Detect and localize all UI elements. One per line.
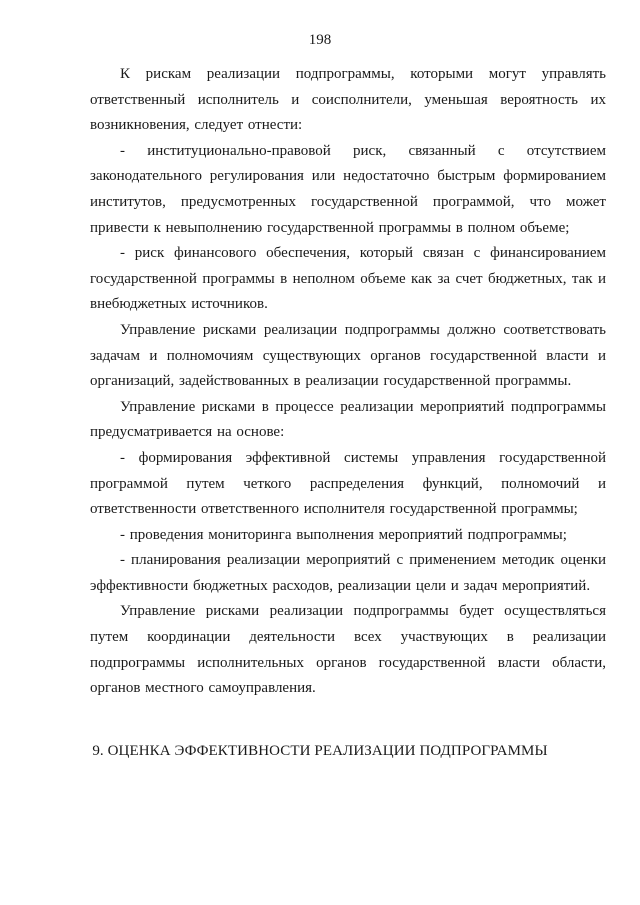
paragraph-institutional-risk: - институционально-правовой риск, связанный с отсутствием законодательного регулирования или недостаточно быстрым формированием институтов, предусмотренных государственной программой, что может привести к невыполнению государственной программы в полном объеме; <box>90 142 606 236</box>
page-body <box>90 62 606 702</box>
paragraph-risk-management-tasks: Управление рисками реализации подпрограммы должно соответствовать задачам и полномочиям существующих органов государственной власти и организаций, задействованных в реализации государственной программы. <box>90 321 606 390</box>
paragraph-planning: - планирования реализации мероприятий с применением методик оценки эффективности бюджетных расходов, реализации цели и задач мероприятий. <box>90 552 606 594</box>
paragraph-risk-management-basis: Управление рисками в процессе реализации мероприятий подпрограммы предусматривается на основе: <box>90 398 606 441</box>
page-number: 198 <box>308 32 332 48</box>
paragraph-management-system: - формирования эффективной системы управления государственной программой путем четкого распределения функций, полномочий и ответственности ответственного исполнителя государственной программы; <box>90 449 606 518</box>
paragraph-risks-intro: К рискам реализации подпрограммы, которыми могут управлять ответственный исполнитель и соисполнители, уменьшая вероятность их возникновения, следует отнести: <box>90 66 606 134</box>
paragraph-monitoring: - проведения мониторинга выполнения мероприятий подпрограммы; <box>120 526 567 543</box>
section-heading: 9. ОЦЕНКА ЭФФЕКТИВНОСТИ РЕАЛИЗАЦИИ ПОДПРОГРАММЫ <box>92 743 548 759</box>
paragraph-financial-risk: - риск финансового обеспечения, который связан с финансированием государственной программы в неполном объеме как за счет бюджетных, так и внебюджетных источников. <box>90 245 606 313</box>
paragraph-coordination: Управление рисками реализации подпрограммы будет осуществляться путем координации деятельности всех участвующих в реализации подпрограммы исполнительных органов государственной власти области, органов местного самоуправления. <box>90 603 606 697</box>
